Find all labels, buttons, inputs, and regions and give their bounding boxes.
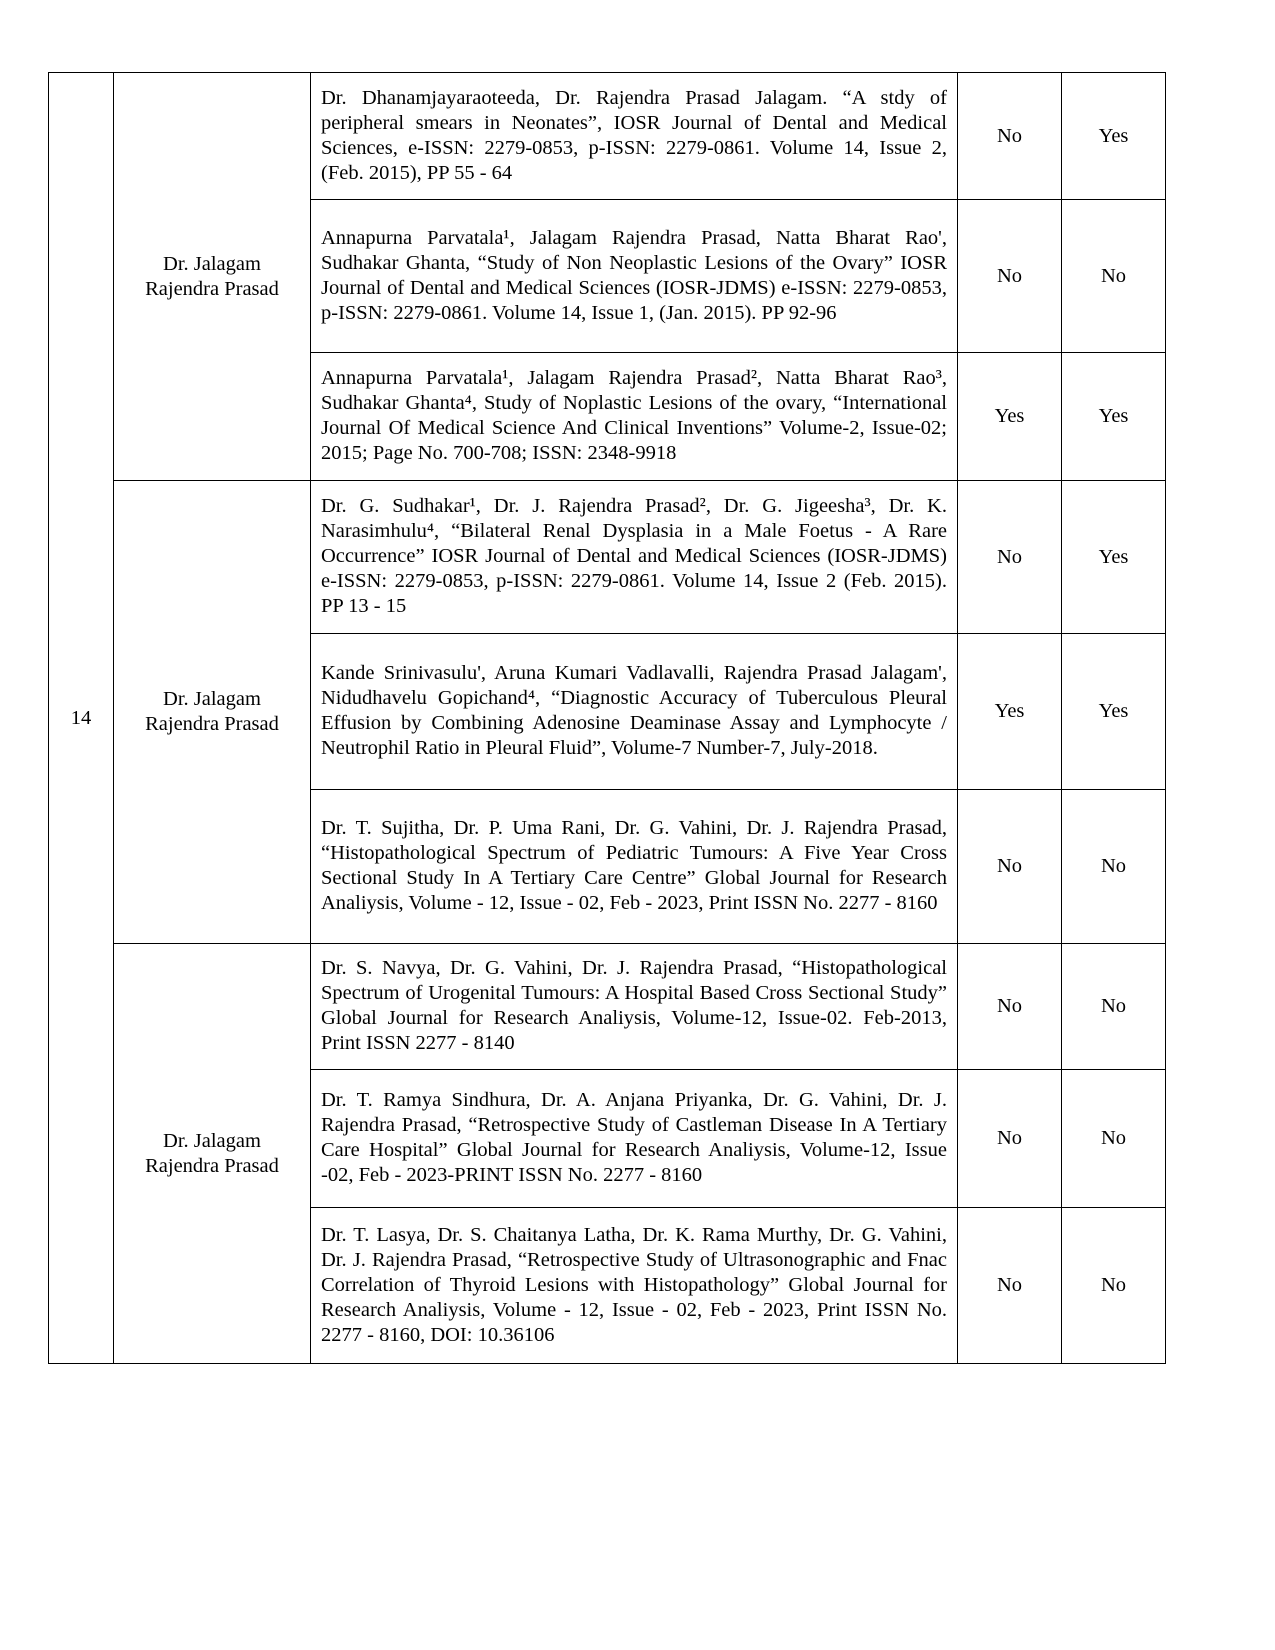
publication-citation: Kande Srinivasulu', Aruna Kumari Vadlavalli, Rajendra Prasad Jalagam', Nidudhavelu Gopichand⁴, “Diagnostic Accuracy of Tuberculous Pleural Effusion by Combining Adenosine Deaminase Assay and Lymphocyte / Neutrophil Ratio in Pleural Fluid”, Volume-7 Number-7, July-2018.: [311, 634, 958, 790]
flag-cell: Yes: [1062, 634, 1166, 790]
table-row: [49, 73, 1166, 200]
author-name-line: Rajendra Prasad: [145, 713, 279, 735]
publication-citation: Dr. T. Ramya Sindhura, Dr. A. Anjana Priyanka, Dr. G. Vahini, Dr. J. Rajendra Prasad, “Retrospective Study of Castleman Disease In A Tertiary Care Hospital” Global Journal for Research Analiysis, Volume-12, Issue -02, Feb - 2023-PRINT ISSN No. 2277 - 8160: [311, 1070, 958, 1208]
publication-citation: Annapurna Parvatala¹, Jalagam Rajendra Prasad, Natta Bharat Rao', Sudhakar Ghanta, “Study of Non Neoplastic Lesions of the Ovary” IOSR Journal of Dental and Medical Sciences (IOSR-JDMS) e-ISSN: 2279-0853, p-ISSN: 2279-0861. Volume 14, Issue 1, (Jan. 2015). PP 92-96: [311, 200, 958, 353]
publication-citation: Dr. T. Sujitha, Dr. P. Uma Rani, Dr. G. Vahini, Dr. J. Rajendra Prasad, “Histopathological Spectrum of Pediatric Tumours: A Five Year Cross Sectional Study In A Tertiary Care Centre” Global Journal for Research Analiysis, Volume - 12, Issue - 02, Feb - 2023, Print ISSN No. 2277 - 8160: [311, 790, 958, 944]
publication-citation: Dr. Dhanamjayaraoteeda, Dr. Rajendra Prasad Jalagam. “A stdy of peripheral smears in Neonates”, IOSR Journal of Dental and Medical Sciences, e-ISSN: 2279-0853, p-ISSN: 2279-0861. Volume 14, Issue 2, (Feb. 2015), PP 55 - 64: [311, 73, 958, 200]
flag-cell: No: [1062, 944, 1166, 1070]
author-name: [114, 73, 311, 481]
publication-citation: Dr. S. Navya, Dr. G. Vahini, Dr. J. Rajendra Prasad, “Histopathological Spectrum of Urogenital Tumours: A Hospital Based Cross Sectional Study” Global Journal for Research Analiysis, Volume-12, Issue-02. Feb-2013, Print ISSN 2277 - 8140: [311, 944, 958, 1070]
flag-cell: No: [958, 481, 1062, 634]
flag-cell: No: [1062, 1070, 1166, 1208]
author-name: [114, 481, 311, 944]
flag-cell: No: [958, 1208, 1062, 1364]
flag-cell: Yes: [958, 634, 1062, 790]
flag-cell: No: [958, 1070, 1062, 1208]
flag-cell: No: [958, 200, 1062, 353]
flag-cell: Yes: [1062, 73, 1166, 200]
publication-citation: Dr. G. Sudhakar¹, Dr. J. Rajendra Prasad², Dr. G. Jigeesha³, Dr. K. Narasimhulu⁴, “Bilateral Renal Dysplasia in a Male Foetus - A Rare Occurrence” IOSR Journal of Dental and Medical Sciences (IOSR-JDMS) e-ISSN: 2279-0853, p-ISSN: 2279-0861. Volume 14, Issue 2 (Feb. 2015). PP 13 - 15: [311, 481, 958, 634]
serial-number: 14: [49, 73, 114, 1364]
flag-cell: Yes: [958, 353, 1062, 481]
author-name-line: Dr. Jalagam: [163, 252, 261, 275]
publication-citation: Dr. T. Lasya, Dr. S. Chaitanya Latha, Dr. K. Rama Murthy, Dr. G. Vahini, Dr. J. Rajendra Prasad, “Retrospective Study of Ultrasonographic and Fnac Correlation of Thyroid Lesions with Histopathology” Global Journal for Research Analiysis, Volume - 12, Issue - 02, Feb - 2023, Print ISSN No. 2277 - 8160, DOI: 10.36106: [311, 1208, 958, 1364]
flag-cell: No: [958, 790, 1062, 944]
publication-citation: Annapurna Parvatala¹, Jalagam Rajendra Prasad², Natta Bharat Rao³, Sudhakar Ghanta⁴, Study of Noplastic Lesions of the ovary, “International Journal Of Medical Science And Clinical Inventions” Volume-2, Issue-02; 2015; Page No. 700-708; ISSN: 2348-9918: [311, 353, 958, 481]
flag-cell: No: [1062, 790, 1166, 944]
flag-cell: No: [958, 73, 1062, 200]
table-row: [49, 481, 1166, 634]
flag-cell: No: [1062, 1208, 1166, 1364]
author-name-line: Dr. Jalagam: [163, 688, 261, 710]
author-name: [114, 944, 311, 1364]
flag-cell: No: [958, 944, 1062, 1070]
author-name-line: Dr. Jalagam: [163, 1129, 261, 1152]
publications-table: [48, 72, 1166, 1364]
author-name-line: Rajendra Prasad: [145, 277, 279, 300]
flag-cell: No: [1062, 200, 1166, 353]
author-name-line: Rajendra Prasad: [145, 1154, 279, 1177]
table-row: [49, 944, 1166, 1070]
flag-cell: Yes: [1062, 353, 1166, 481]
flag-cell: Yes: [1062, 481, 1166, 634]
